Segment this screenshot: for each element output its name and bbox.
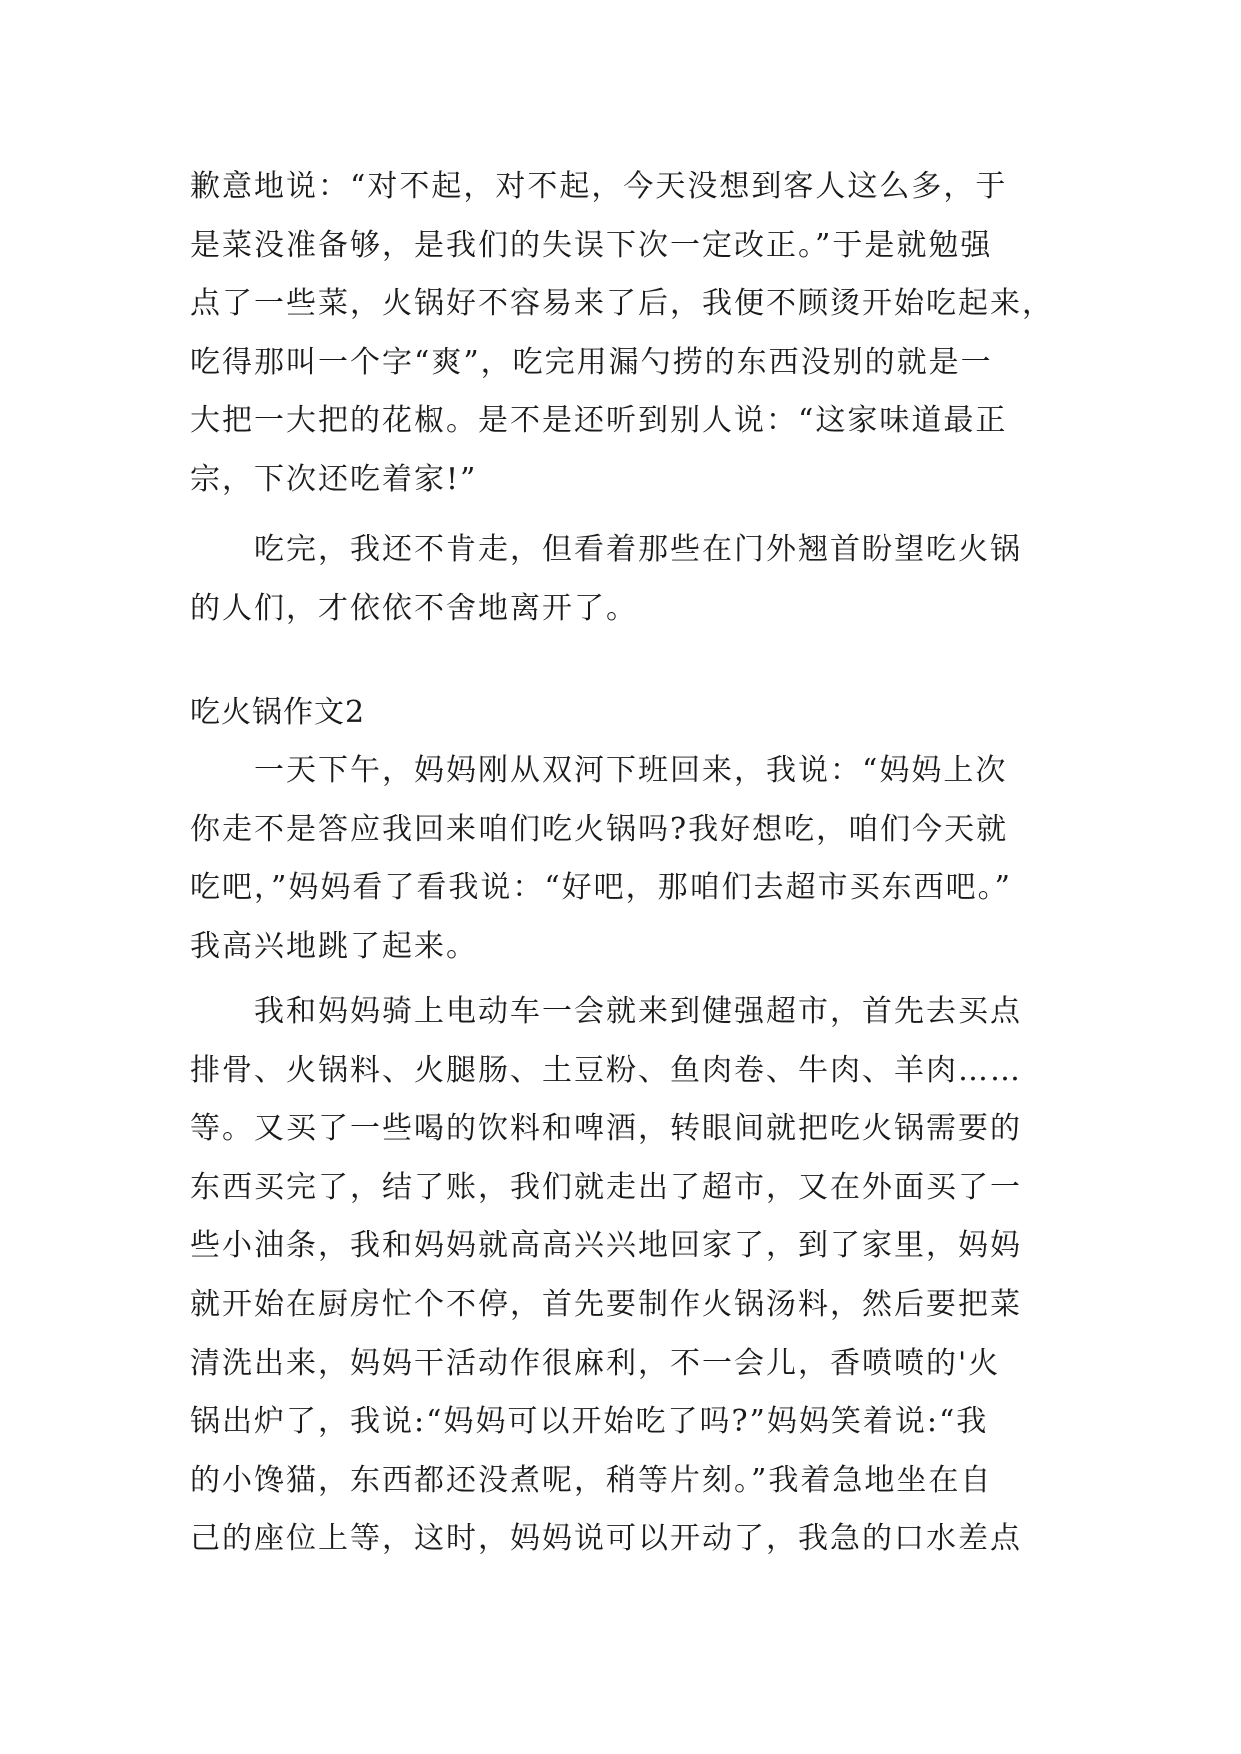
section-heading: 吃火锅作文2: [190, 695, 366, 730]
text-line: 是菜没准备够，是我们的失误下次一定改正。”于是就勉强: [190, 227, 993, 263]
text-line: 我高兴地跳了起来。: [190, 928, 478, 964]
text-line: 锅出炉了，我说:“妈妈可以开始吃了吗?”妈妈笑着说:“我: [190, 1404, 989, 1440]
text-line: 歉意地说：“对不起，对不起，今天没想到客人这么多，于: [190, 169, 1008, 204]
text-line: 等。又买了一些喝的饮料和啤酒，转眼间就把吃火锅需要的: [190, 1111, 1022, 1147]
text-line: 东西买完了，结了账，我们就走出了超市，又在外面买了一: [190, 1169, 1022, 1205]
text-line: 宗，下次还吃着家!”: [190, 461, 478, 497]
paragraph-2: [190, 521, 1070, 638]
paragraph-4: [190, 983, 1070, 1569]
text-line: 的小馋猫，东西都还没煮呢，稍等片刻。”我着急地坐在自: [190, 1462, 993, 1498]
text-line: 你走不是答应我回来咱们吃火锅吗?我好想吃，咱们今天就: [190, 811, 1009, 847]
text-line: 吃完，我还不肯走，但看着那些在门外翘首盼望吃火锅: [190, 532, 1022, 567]
text-line: 些小油条，我和妈妈就高高兴兴地回家了，到了家里，妈妈: [190, 1228, 1022, 1264]
paragraph-3: [190, 742, 1070, 976]
text-line: 一天下午，妈妈刚从双河下班回来，我说：“妈妈上次: [190, 753, 1008, 788]
text-line: 排骨、火锅料、火腿肠、土豆粉、鱼肉卷、牛肉、羊肉……: [190, 1052, 1022, 1088]
text-line: 清洗出来，妈妈干活动作很麻利，不一会儿，香喷喷的'火: [190, 1345, 1001, 1381]
text-line: 我和妈妈骑上电动车一会就来到健强超市，首先去买点: [190, 994, 1022, 1029]
paragraph-1: [190, 158, 1070, 510]
text-line: 点了一些菜，火锅好不容易来了后，我便不顾烫开始吃起来，: [190, 286, 1054, 322]
text-line: 己的座位上等，这时，妈妈说可以开动了，我急的口水差点: [190, 1521, 1022, 1557]
text-line: 吃得那叫一个字“爽”，吃完用漏勺捞的东西没别的就是一: [190, 344, 993, 380]
text-line: 大把一大把的花椒。是不是还听到别人说：“这家味道最正: [190, 403, 1008, 439]
text-line: 就开始在厨房忙个不停，首先要制作火锅汤料，然后要把菜: [190, 1286, 1022, 1322]
text-line: 吃吧，”妈妈看了看我说：“好吧，那咱们去超市买东西吧。”: [190, 870, 1013, 906]
text-line: 的人们，才依依不舍地离开了。: [190, 590, 638, 626]
